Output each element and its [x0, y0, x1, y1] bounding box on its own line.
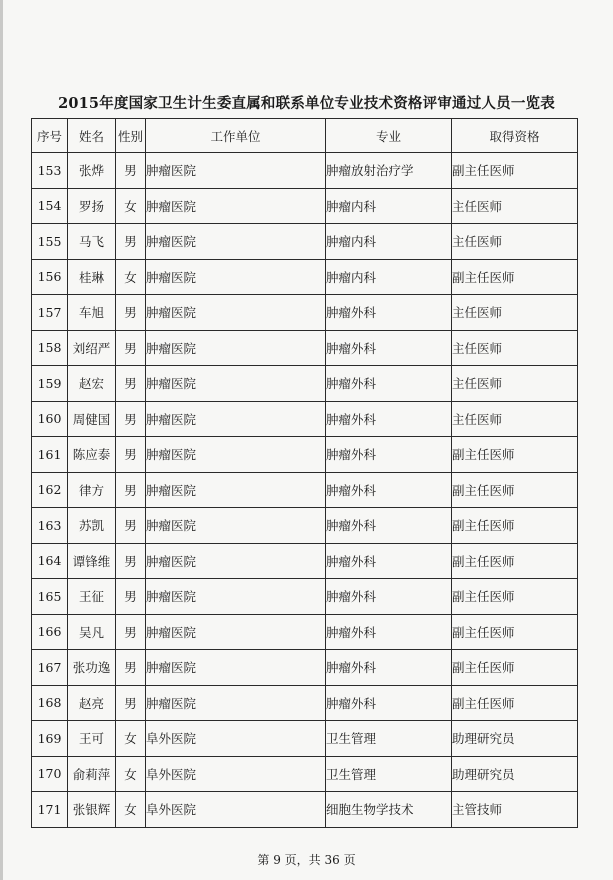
cell-gender: 男 [116, 614, 146, 650]
table-row [32, 153, 578, 189]
table-row [32, 224, 578, 260]
cell-unit: 肿瘤医院 [146, 153, 326, 189]
cell-no: 166 [32, 614, 68, 650]
header-row [32, 119, 578, 153]
cell-no: 158 [32, 330, 68, 366]
table-row [32, 259, 578, 295]
cell-no: 161 [32, 437, 68, 473]
cell-name: 桂琳 [68, 259, 116, 295]
cell-name: 俞莉萍 [68, 756, 116, 792]
cell-unit: 肿瘤医院 [146, 650, 326, 686]
page-footer: 第 9 页，共 36 页 [257, 853, 356, 867]
cell-unit: 阜外医院 [146, 792, 326, 828]
cell-no: 164 [32, 543, 68, 579]
cell-gender: 女 [116, 188, 146, 224]
scan-edge [0, 0, 3, 880]
cell-major: 细胞生物学技术 [326, 792, 452, 828]
cell-qualification: 副主任医师 [452, 153, 578, 189]
cell-no: 167 [32, 650, 68, 686]
table-row [32, 330, 578, 366]
cell-gender: 男 [116, 650, 146, 686]
cell-unit: 肿瘤医院 [146, 472, 326, 508]
cell-name: 王征 [68, 579, 116, 615]
cell-qualification: 助理研究员 [452, 721, 578, 757]
cell-unit: 肿瘤医院 [146, 224, 326, 260]
cell-no: 162 [32, 472, 68, 508]
cell-major: 肿瘤外科 [326, 508, 452, 544]
cell-qualification: 主任医师 [452, 401, 578, 437]
cell-name: 车旭 [68, 295, 116, 331]
cell-name: 陈应泰 [68, 437, 116, 473]
cell-gender: 男 [116, 330, 146, 366]
cell-unit: 肿瘤医院 [146, 366, 326, 402]
cell-name: 张烨 [68, 153, 116, 189]
cell-major: 肿瘤放射治疗学 [326, 153, 452, 189]
cell-qualification: 副主任医师 [452, 437, 578, 473]
cell-major: 卫生管理 [326, 756, 452, 792]
cell-no: 156 [32, 259, 68, 295]
cell-no: 160 [32, 401, 68, 437]
cell-name: 张功逸 [68, 650, 116, 686]
cell-qualification: 副主任医师 [452, 579, 578, 615]
cell-name: 律方 [68, 472, 116, 508]
cell-gender: 女 [116, 756, 146, 792]
table-row [32, 472, 578, 508]
cell-major: 肿瘤外科 [326, 472, 452, 508]
cell-unit: 肿瘤医院 [146, 685, 326, 721]
cell-no: 169 [32, 721, 68, 757]
cell-unit: 肿瘤医院 [146, 437, 326, 473]
cell-no: 168 [32, 685, 68, 721]
header-major: 专业 [326, 119, 452, 153]
cell-gender: 男 [116, 685, 146, 721]
cell-gender: 男 [116, 401, 146, 437]
table-row [32, 685, 578, 721]
cell-name: 刘绍严 [68, 330, 116, 366]
table-row [32, 756, 578, 792]
cell-major: 肿瘤外科 [326, 614, 452, 650]
header-name: 姓名 [68, 119, 116, 153]
cell-name: 周健国 [68, 401, 116, 437]
cell-major: 肿瘤内科 [326, 259, 452, 295]
cell-name: 赵亮 [68, 685, 116, 721]
cell-qualification: 副主任医师 [452, 614, 578, 650]
cell-no: 163 [32, 508, 68, 544]
table-row [32, 792, 578, 828]
cell-gender: 男 [116, 295, 146, 331]
cell-major: 肿瘤外科 [326, 330, 452, 366]
table-row [32, 508, 578, 544]
cell-major: 肿瘤外科 [326, 401, 452, 437]
table-row [32, 437, 578, 473]
cell-qualification: 副主任医师 [452, 650, 578, 686]
table-row [32, 366, 578, 402]
cell-qualification: 副主任医师 [452, 543, 578, 579]
table-row [32, 614, 578, 650]
cell-unit: 肿瘤医院 [146, 259, 326, 295]
cell-gender: 女 [116, 792, 146, 828]
cell-unit: 肿瘤医院 [146, 295, 326, 331]
cell-major: 肿瘤外科 [326, 650, 452, 686]
roster-table [31, 118, 578, 828]
cell-no: 159 [32, 366, 68, 402]
cell-major: 肿瘤内科 [326, 224, 452, 260]
cell-name: 谭锋维 [68, 543, 116, 579]
cell-gender: 男 [116, 508, 146, 544]
cell-qualification: 助理研究员 [452, 756, 578, 792]
cell-no: 157 [32, 295, 68, 331]
cell-gender: 男 [116, 437, 146, 473]
cell-name: 张银辉 [68, 792, 116, 828]
document-title: 2015年度国家卫生计生委直属和联系单位专业技术资格评审通过人员一览表 [58, 95, 555, 112]
cell-gender: 女 [116, 259, 146, 295]
cell-qualification: 主任医师 [452, 366, 578, 402]
table-row [32, 650, 578, 686]
cell-unit: 肿瘤医院 [146, 330, 326, 366]
cell-gender: 男 [116, 543, 146, 579]
cell-gender: 男 [116, 366, 146, 402]
cell-major: 肿瘤外科 [326, 437, 452, 473]
header-gender: 性别 [116, 119, 146, 153]
cell-major: 肿瘤外科 [326, 685, 452, 721]
cell-gender: 女 [116, 721, 146, 757]
cell-name: 苏凯 [68, 508, 116, 544]
cell-gender: 男 [116, 472, 146, 508]
table-row [32, 401, 578, 437]
cell-name: 赵宏 [68, 366, 116, 402]
cell-qualification: 主任医师 [452, 188, 578, 224]
cell-major: 肿瘤外科 [326, 295, 452, 331]
table-row [32, 295, 578, 331]
table-row [32, 188, 578, 224]
cell-no: 171 [32, 792, 68, 828]
cell-no: 155 [32, 224, 68, 260]
cell-qualification: 副主任医师 [452, 472, 578, 508]
cell-unit: 阜外医院 [146, 756, 326, 792]
header-no: 序号 [32, 119, 68, 153]
cell-gender: 男 [116, 224, 146, 260]
cell-qualification: 副主任医师 [452, 259, 578, 295]
cell-qualification: 主任医师 [452, 224, 578, 260]
cell-unit: 肿瘤医院 [146, 543, 326, 579]
cell-major: 卫生管理 [326, 721, 452, 757]
cell-major: 肿瘤外科 [326, 366, 452, 402]
cell-unit: 肿瘤医院 [146, 614, 326, 650]
cell-unit: 肿瘤医院 [146, 579, 326, 615]
cell-unit: 肿瘤医院 [146, 508, 326, 544]
cell-qualification: 副主任医师 [452, 685, 578, 721]
cell-gender: 男 [116, 153, 146, 189]
table-row [32, 721, 578, 757]
cell-unit: 肿瘤医院 [146, 401, 326, 437]
cell-no: 154 [32, 188, 68, 224]
table-row [32, 579, 578, 615]
cell-name: 罗扬 [68, 188, 116, 224]
cell-major: 肿瘤内科 [326, 188, 452, 224]
header-qualification: 取得资格 [452, 119, 578, 153]
cell-major: 肿瘤外科 [326, 579, 452, 615]
cell-name: 吴凡 [68, 614, 116, 650]
cell-major: 肿瘤外科 [326, 543, 452, 579]
cell-qualification: 主任医师 [452, 330, 578, 366]
roster-body [32, 153, 578, 828]
table-row [32, 543, 578, 579]
cell-name: 马飞 [68, 224, 116, 260]
cell-qualification: 副主任医师 [452, 508, 578, 544]
cell-no: 165 [32, 579, 68, 615]
cell-unit: 肿瘤医院 [146, 188, 326, 224]
header-unit: 工作单位 [146, 119, 326, 153]
cell-qualification: 主管技师 [452, 792, 578, 828]
cell-no: 153 [32, 153, 68, 189]
cell-no: 170 [32, 756, 68, 792]
cell-qualification: 主任医师 [452, 295, 578, 331]
cell-gender: 男 [116, 579, 146, 615]
cell-unit: 阜外医院 [146, 721, 326, 757]
cell-name: 王可 [68, 721, 116, 757]
